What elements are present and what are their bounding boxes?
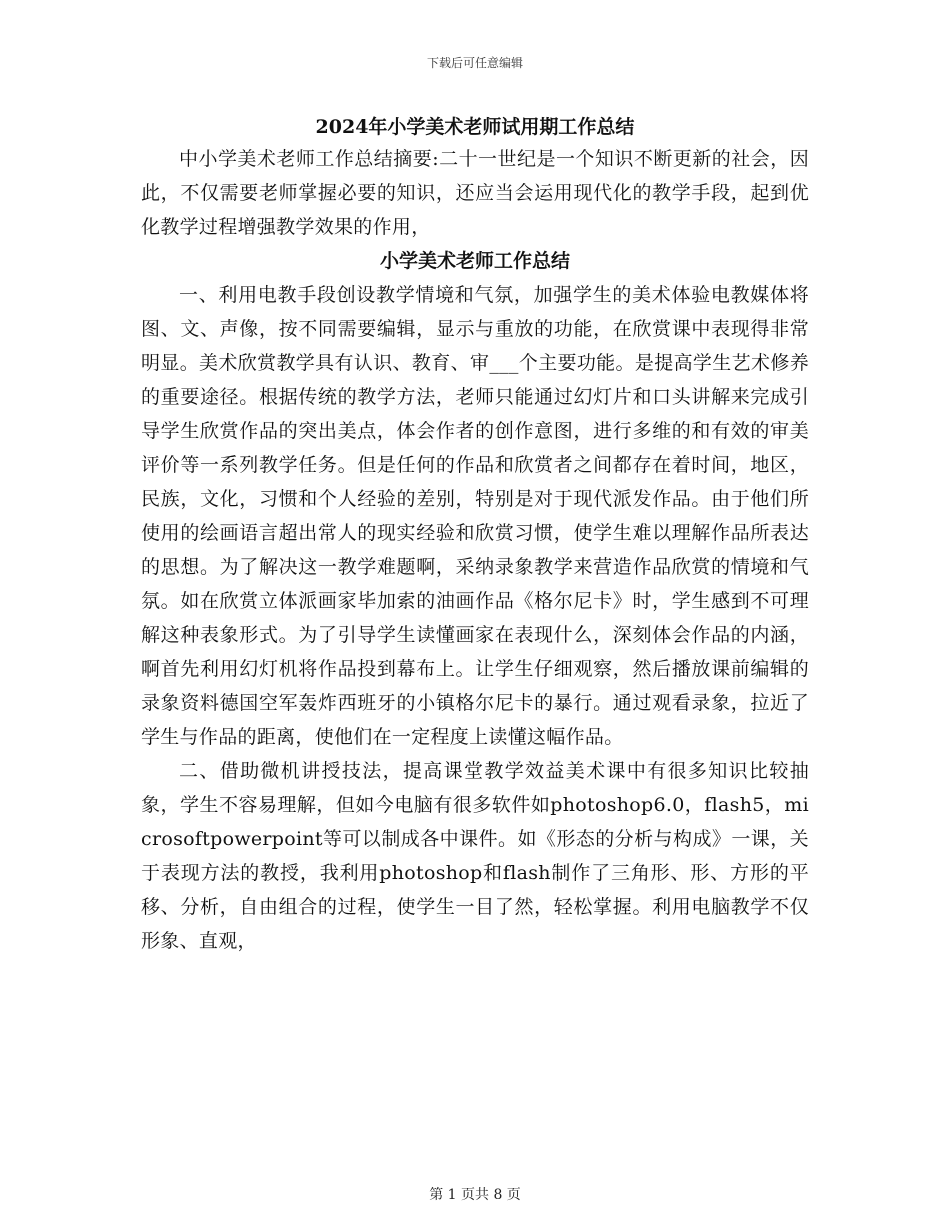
page-header: 下载后可任意编辑 [426, 56, 523, 70]
intro-paragraph: 中小学美术老师工作总结摘要:二十一世纪是一个知识不断更新的社会，因此，不仅需要老师掌握必要的知识，还应当会运用现代化的教学手段，起到优化教学过程增强教学效果的作用， [141, 148, 809, 238]
section-title: 小学美术老师工作总结 [379, 250, 570, 272]
document-title: 2024年小学美术老师试用期工作总结 [315, 116, 635, 138]
body-paragraph-1: 一、利用电教手段创设教学情境和气氛，加强学生的美术体验电教媒体将图、文、声像，按不同需要编辑，显示与重放的功能，在欣赏课中表现得非常明显。美术欣赏教学具有认识、教育、审___个主要功能。是提高学生艺术修养的重要途径。根据传统的教学方法，老师只能通过幻灯片和口头讲解来完成引导学生欣赏作品的突出美点，体会作者的创作意图，进行多维的和有效的审美评价等一系列教学任务。但是任何的作品和欣赏者之间都存在着时间，地区，民族，文化，习惯和个人经验的差别，特别是对于现代派发作品。由于他们所使用的绘画语言超出常人的现实经验和欣赏习惯，使学生难以理解作品所表达的思想。为了解决这一教学难题啊，采纳录象教学来营造作品欣赏的情境和气氛。如在欣赏立体派画家毕加索的油画作品《格尔尼卡》时，学生感到不可理解这种表象形式。为了引导学生读懂画家在表现什么，深刻体会作品的内涵，啊首先利用幻灯机将作品投到幕布上。让学生仔细观察，然后播放课前编辑的录象资料德国空军轰炸西班牙的小镇格尔尼卡的暴行。通过观看录象，拉近了学生与作品的距离，使他们在一定程度上读懂这幅作品。 [141, 284, 809, 748]
body-paragraph-2: 二、借助微机讲授技法，提高课堂教学效益美术课中有很多知识比较抽象，学生不容易理解，但如今电脑有很多软件如photoshop6.0，flash5，microsoftpowerpoint等可以制成各中课件。如《形态的分析与构成》一课，关于表现方法的教授，我利用photoshop和flash制作了三角形、形、方形的平移、分析，自由组合的过程，使学生一目了然，轻松掌握。利用电脑教学不仅形象、直观， [141, 760, 809, 952]
page-footer: 第 1 页共 8 页 [429, 1187, 521, 1203]
document-body [141, 112, 809, 958]
